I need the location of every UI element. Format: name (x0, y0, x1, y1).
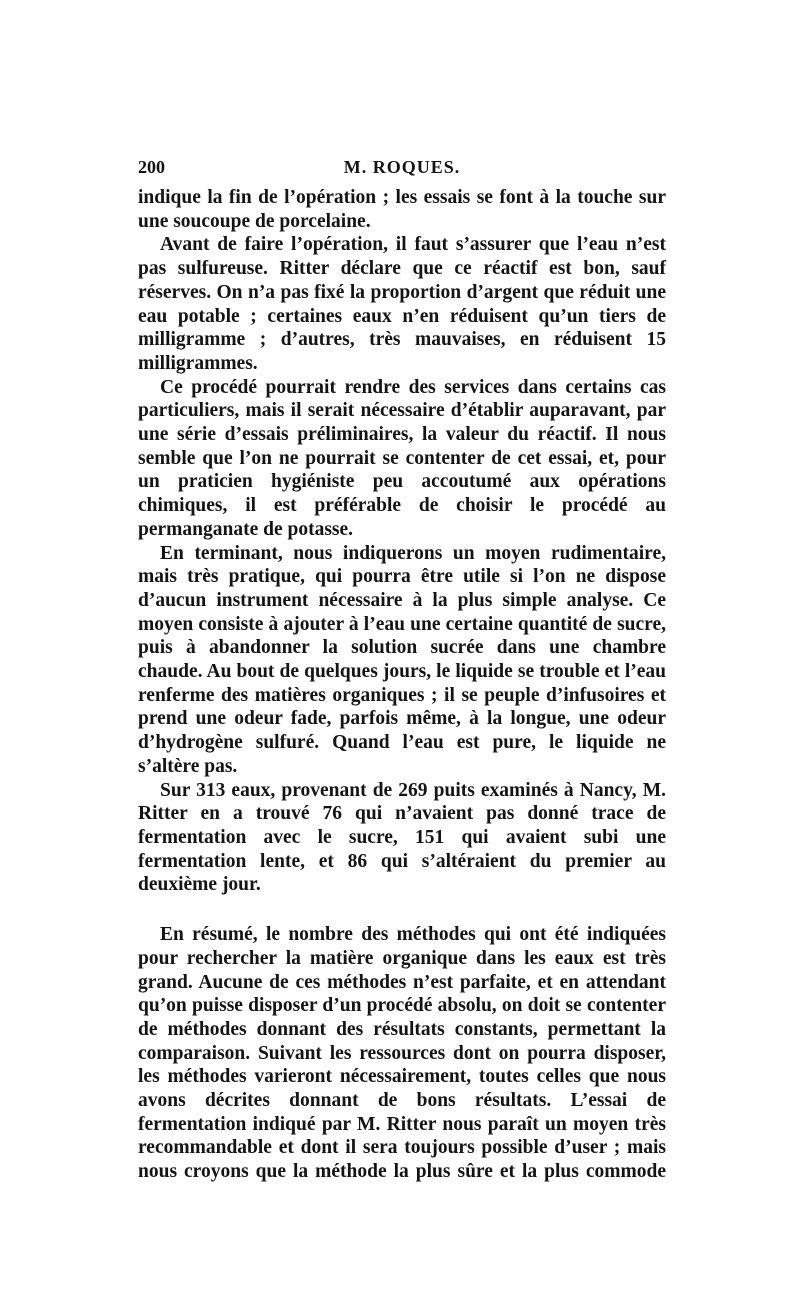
page-header (138, 157, 666, 185)
paragraph-continuation: indique la fin de l’opération ; les essais se font à la touche sur une soucoupe de porcelaine. (138, 187, 666, 232)
page-number: 200 (138, 157, 165, 177)
paragraph-summary: En résumé, le nombre des méthodes qui ont été indiquées pour rechercher la matière organique dans les eaux est très grand. Aucune de ces méthodes n’est parfaite, et en attendant qu’on puisse disposer d’un procédé absolu, on doit se contenter de méthodes donnant des résultats constants, permettant la comparaison. Suivant les ressources dont on pourra disposer, les méthodes varieront nécessairement, toutes celles que nous avons décrites donnant de bons résultats. L’essai de fermentation indiqué par M. Ritter nous paraît un moyen très recommandable et dont il sera toujours possible d’user ; mais nous croyons que la méthode la plus sûre et la plus commode (138, 924, 666, 1183)
body-text (138, 186, 666, 1184)
paragraph-sugar-method: En terminant, nous indiquerons un moyen rudimentaire, mais très pratique, qui pourra être utile si l’on ne dispose d’aucun instrument nécessaire à la plus simple analyse. Ce moyen consiste à ajouter à l’eau une certaine quantité de sucre, puis à abandonner la solution sucrée dans une chambre chaude. Au bout de quelques jours, le liquide se trouble et l’eau renferme des matières organiques ; il se peuple d’infusoires et prend une odeur fade, parfois même, à la longue, une odeur d’hydrogène sulfuré. Quand l’eau est pure, le liquide ne s’altère pas. (138, 542, 666, 777)
paragraph-sulfur-check: Avant de faire l’opération, il faut s’assurer que l’eau n’est pas sulfureuse. Ritter déclare que ce réactif est bon, sauf réserves. On n’a pas fixé la proportion d’argent que réduit une eau potable ; certaines eaux n’en réduisent qu’un tiers de milligramme ; d’autres, très mauvaises, en réduisent 15 milligrammes. (138, 234, 666, 374)
section-gap (138, 897, 666, 923)
paragraph-procedure-note: Ce procédé pourrait rendre des services dans certains cas particuliers, mais il serait nécessaire d’établir auparavant, par une série d’essais préliminaires, la valeur du réactif. Il nous semble que l’on ne pourrait se contenter de cet essai, et, pour un praticien hygiéniste peu accoutumé aux opérations chimiques, il est préférable de choisir le procédé au permanganate de potasse. (138, 376, 666, 540)
paragraph-nancy-results: Sur 313 eaux, provenant de 269 puits examinés à Nancy, M. Ritter en a trouvé 76 qui n’avaient pas donné trace de fermentation avec le sucre, 151 qui avaient subi une fermentation lente, et 86 qui s’altéraient du premier au deuxième jour. (138, 779, 666, 896)
running-title: M. ROQUES. (343, 157, 461, 177)
